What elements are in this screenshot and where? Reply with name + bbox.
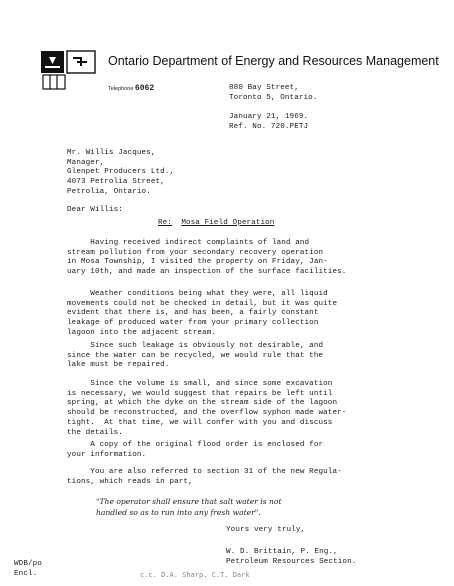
recipient-line: Manager, bbox=[67, 158, 105, 167]
recipient-line: 4073 Petrolia Street, bbox=[67, 178, 165, 187]
enclosure-note: Encl. bbox=[14, 569, 38, 578]
body-paragraph: You are also referred to section 31 of the new Regula- tions, which reads in part, bbox=[67, 468, 342, 486]
date-block bbox=[229, 113, 308, 132]
recipient-line: Mr. Willis Jacques, bbox=[67, 149, 156, 157]
address-line: 880 Bay Street, bbox=[229, 84, 299, 92]
regulation-quote: "The operator shall ensure that salt water is not handled so as to run into any fresh water". bbox=[96, 497, 282, 517]
signer-name: W. D. Brittain, P. Eng., bbox=[226, 548, 338, 556]
subject-prefix: Re: bbox=[158, 219, 172, 227]
telephone-line bbox=[108, 84, 154, 93]
body-paragraph: Having received indirect complaints of land and stream pollution from your secondary recovery operation in Mosa Township, I visited the property on Friday, Jan- uary 10th, and made an inspection of the surface facilities. bbox=[67, 239, 347, 277]
department-name: Ontario Department of Energy and Resources Management bbox=[108, 54, 439, 68]
telephone-label: Telephone bbox=[108, 86, 134, 92]
letter-date: January 21, 1969. bbox=[229, 113, 309, 121]
carbon-copy-note: c.c. D.A. Sharp, C.T. Dark bbox=[140, 571, 250, 579]
ontario-trillium-logo bbox=[40, 50, 98, 90]
body-paragraph: A copy of the original flood order is enclosed for your information. bbox=[67, 441, 324, 459]
recipient-line: Glenpet Producers Ltd., bbox=[67, 168, 175, 177]
body-paragraph: Since the volume is small, and since some excavation is necessary, we would suggest that repairs be left until spring, at which the dyke on the stream side of the lagoon should be reconstructed, and the overflow syphon made water- tight. At that time, we will confer with you and discuss the details. bbox=[67, 380, 347, 437]
sender-address bbox=[229, 84, 317, 103]
body-paragraph: Since such leakage is obviously not desirable, and since the water can be recycled, we would rule that the lake must be repaired. bbox=[67, 342, 324, 370]
salutation: Dear Willis: bbox=[67, 206, 123, 214]
recipient-address bbox=[67, 149, 174, 198]
signature-block bbox=[226, 548, 356, 567]
recipient-line: Petrolia, Ontario. bbox=[67, 187, 151, 196]
closing: Yours very truly, bbox=[226, 526, 306, 534]
reference-number: Ref. No. 720.PETJ bbox=[229, 122, 309, 131]
footer-notations bbox=[14, 560, 42, 579]
subject-title: Mosa Field Operation bbox=[181, 219, 275, 227]
subject-line bbox=[158, 219, 274, 229]
address-line: Toronto 5, Ontario. bbox=[229, 93, 318, 102]
signer-unit: Petroleum Resources Section. bbox=[226, 557, 357, 566]
typist-initials: WDB/po bbox=[14, 560, 42, 568]
body-paragraph: Weather conditions being what they were, all liquid movements could not be checked in detail, but it was quite evident that there is, and has been, a fairly constant leakage of produced water from your primary collection lagoon into the adjacent stream. bbox=[67, 290, 338, 337]
telephone-number: 6062 bbox=[134, 84, 155, 93]
